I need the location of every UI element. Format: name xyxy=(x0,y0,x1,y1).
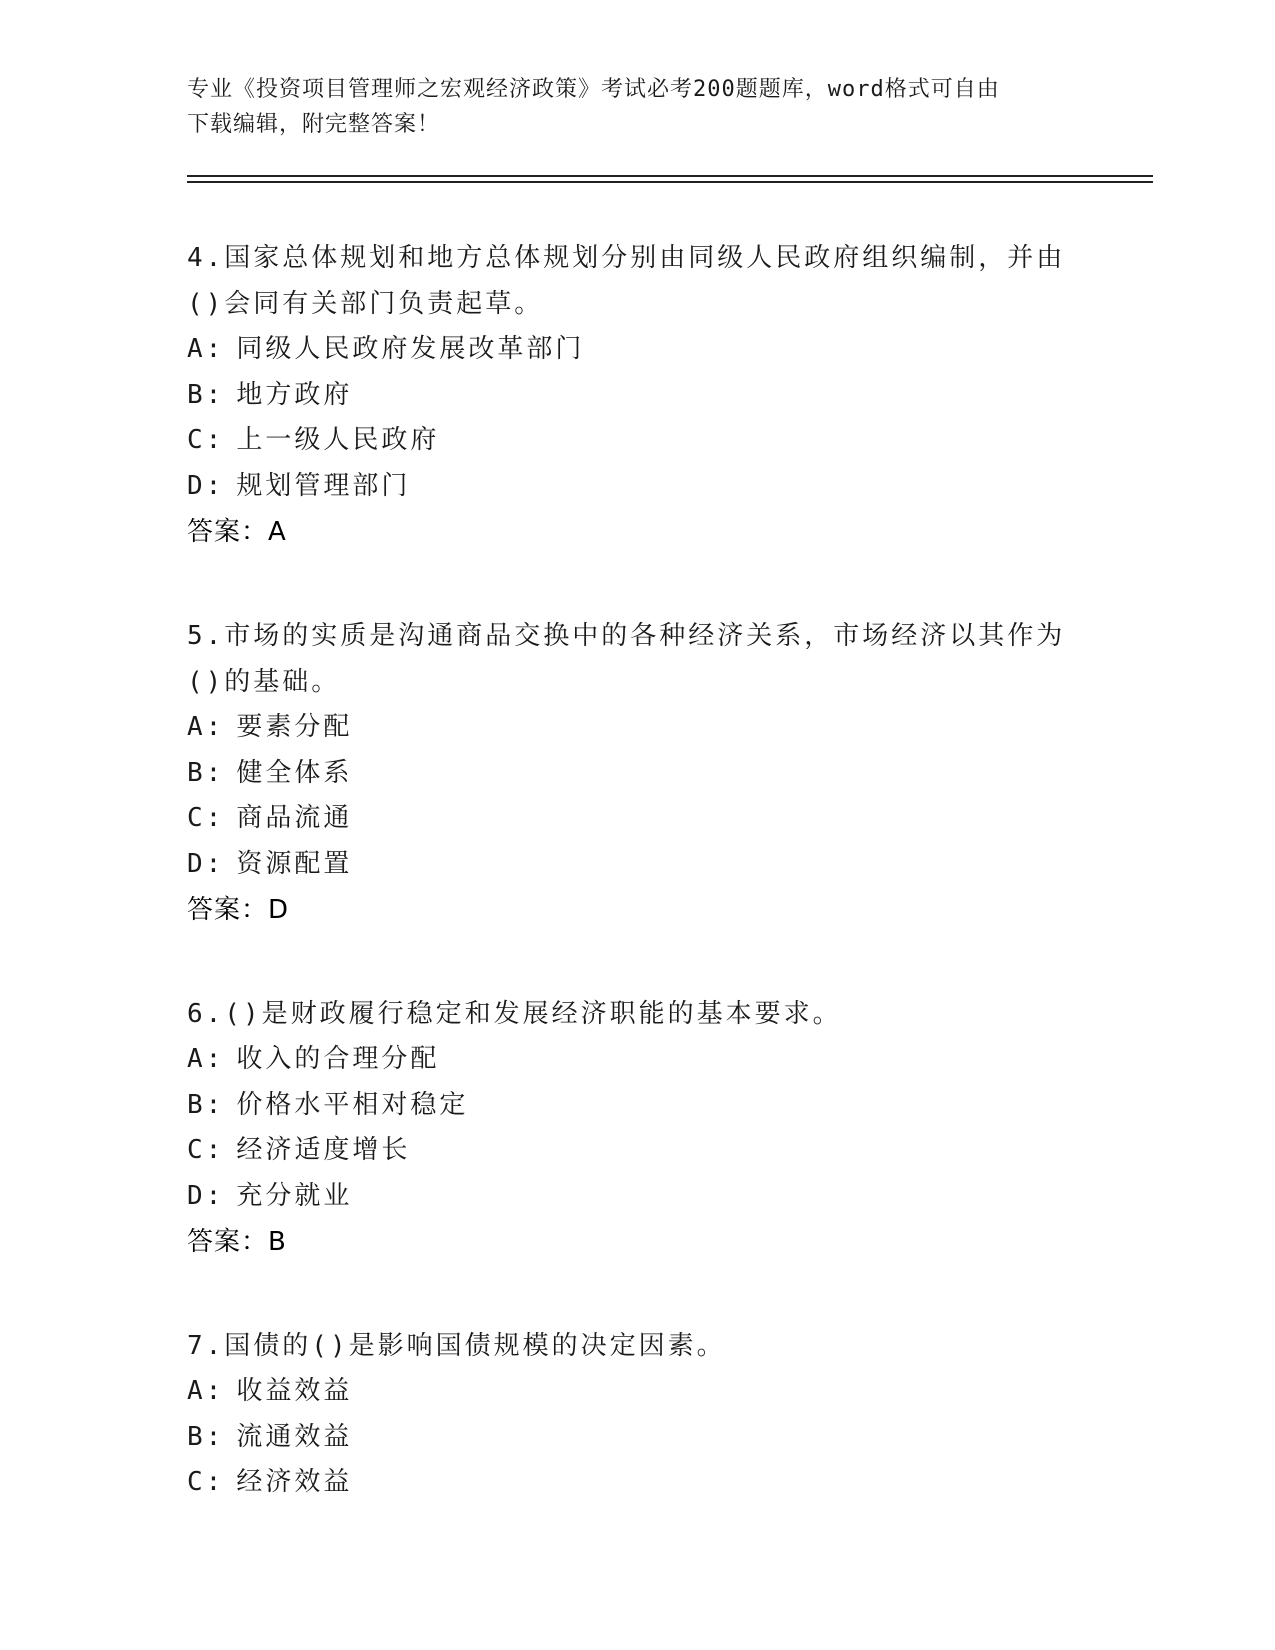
question-text-line-1: 4.国家总体规划和地方总体规划分别由同级人民政府组织编制，并由 xyxy=(187,243,1066,273)
option-key: C: xyxy=(187,425,225,455)
option-a xyxy=(187,1369,1147,1415)
option-key: A: xyxy=(187,1376,225,1406)
question-text-line-1: 7.国债的()是影响国债规模的决定因素。 xyxy=(187,1331,726,1361)
question-6 xyxy=(187,991,1147,1265)
answer-line: 答案：D xyxy=(187,895,290,925)
option-key: A: xyxy=(187,1044,225,1074)
option-text: 要素分配 xyxy=(236,712,353,742)
option-key: C: xyxy=(187,803,225,833)
option-text: 地方政府 xyxy=(236,379,353,410)
answer-line: 答案：A xyxy=(187,517,287,547)
option-b xyxy=(187,373,1147,419)
option-text: 经济效益 xyxy=(236,1467,353,1497)
option-key: B: xyxy=(187,1089,225,1120)
question-list xyxy=(187,235,1147,1564)
option-key: B: xyxy=(187,379,225,410)
option-b xyxy=(187,1083,1147,1129)
option-text: 流通效益 xyxy=(236,1421,353,1452)
option-text: 收入的合理分配 xyxy=(236,1044,440,1074)
option-c xyxy=(187,796,1147,842)
option-text: 资源配置 xyxy=(236,848,353,879)
question-7 xyxy=(187,1323,1147,1506)
option-text: 价格水平相对稳定 xyxy=(236,1089,469,1120)
option-d xyxy=(187,1174,1147,1220)
option-text: 充分就业 xyxy=(236,1180,353,1211)
option-key: C: xyxy=(187,1135,225,1165)
header-line-2: 下载编辑，附完整答案！ xyxy=(187,112,441,137)
option-text: 商品流通 xyxy=(236,803,353,833)
option-text: 收益效益 xyxy=(236,1376,353,1406)
option-text: 上一级人民政府 xyxy=(236,425,440,455)
header-line-1: 专业《投资项目管理师之宏观经济政策》考试必考200题题库，word格式可自由 xyxy=(187,77,1000,102)
header-divider-top xyxy=(187,175,1153,177)
option-a xyxy=(187,705,1147,751)
option-a xyxy=(187,1037,1147,1083)
option-text: 规划管理部门 xyxy=(236,470,411,501)
option-text: 同级人民政府发展改革部门 xyxy=(236,334,585,364)
option-key: C: xyxy=(187,1467,225,1497)
question-5 xyxy=(187,613,1147,933)
option-a xyxy=(187,327,1147,373)
question-4 xyxy=(187,235,1147,555)
option-key: D: xyxy=(187,1180,225,1211)
option-key: B: xyxy=(187,757,225,788)
question-text-line-2: ()会同有关部门负责起草。 xyxy=(187,289,544,319)
option-b xyxy=(187,751,1147,797)
option-c xyxy=(187,1128,1147,1174)
option-c xyxy=(187,418,1147,464)
option-d xyxy=(187,842,1147,888)
option-key: A: xyxy=(187,334,225,364)
header-divider-bottom xyxy=(187,181,1153,183)
option-text: 健全体系 xyxy=(236,757,353,788)
option-key: D: xyxy=(187,470,225,501)
option-key: D: xyxy=(187,848,225,879)
question-text-line-2: ()的基础。 xyxy=(187,667,341,697)
question-text-line-1: 5.市场的实质是沟通商品交换中的各种经济关系，市场经济以其作为 xyxy=(187,621,1066,651)
question-text-line-1: 6.()是财政履行稳定和发展经济职能的基本要求。 xyxy=(187,999,842,1029)
option-key: A: xyxy=(187,712,225,742)
option-d xyxy=(187,464,1147,510)
document-header xyxy=(187,72,1087,142)
option-key: B: xyxy=(187,1421,225,1452)
option-b xyxy=(187,1415,1147,1461)
answer-line: 答案：B xyxy=(187,1227,287,1257)
option-text: 经济适度增长 xyxy=(236,1135,411,1165)
option-c xyxy=(187,1460,1147,1506)
